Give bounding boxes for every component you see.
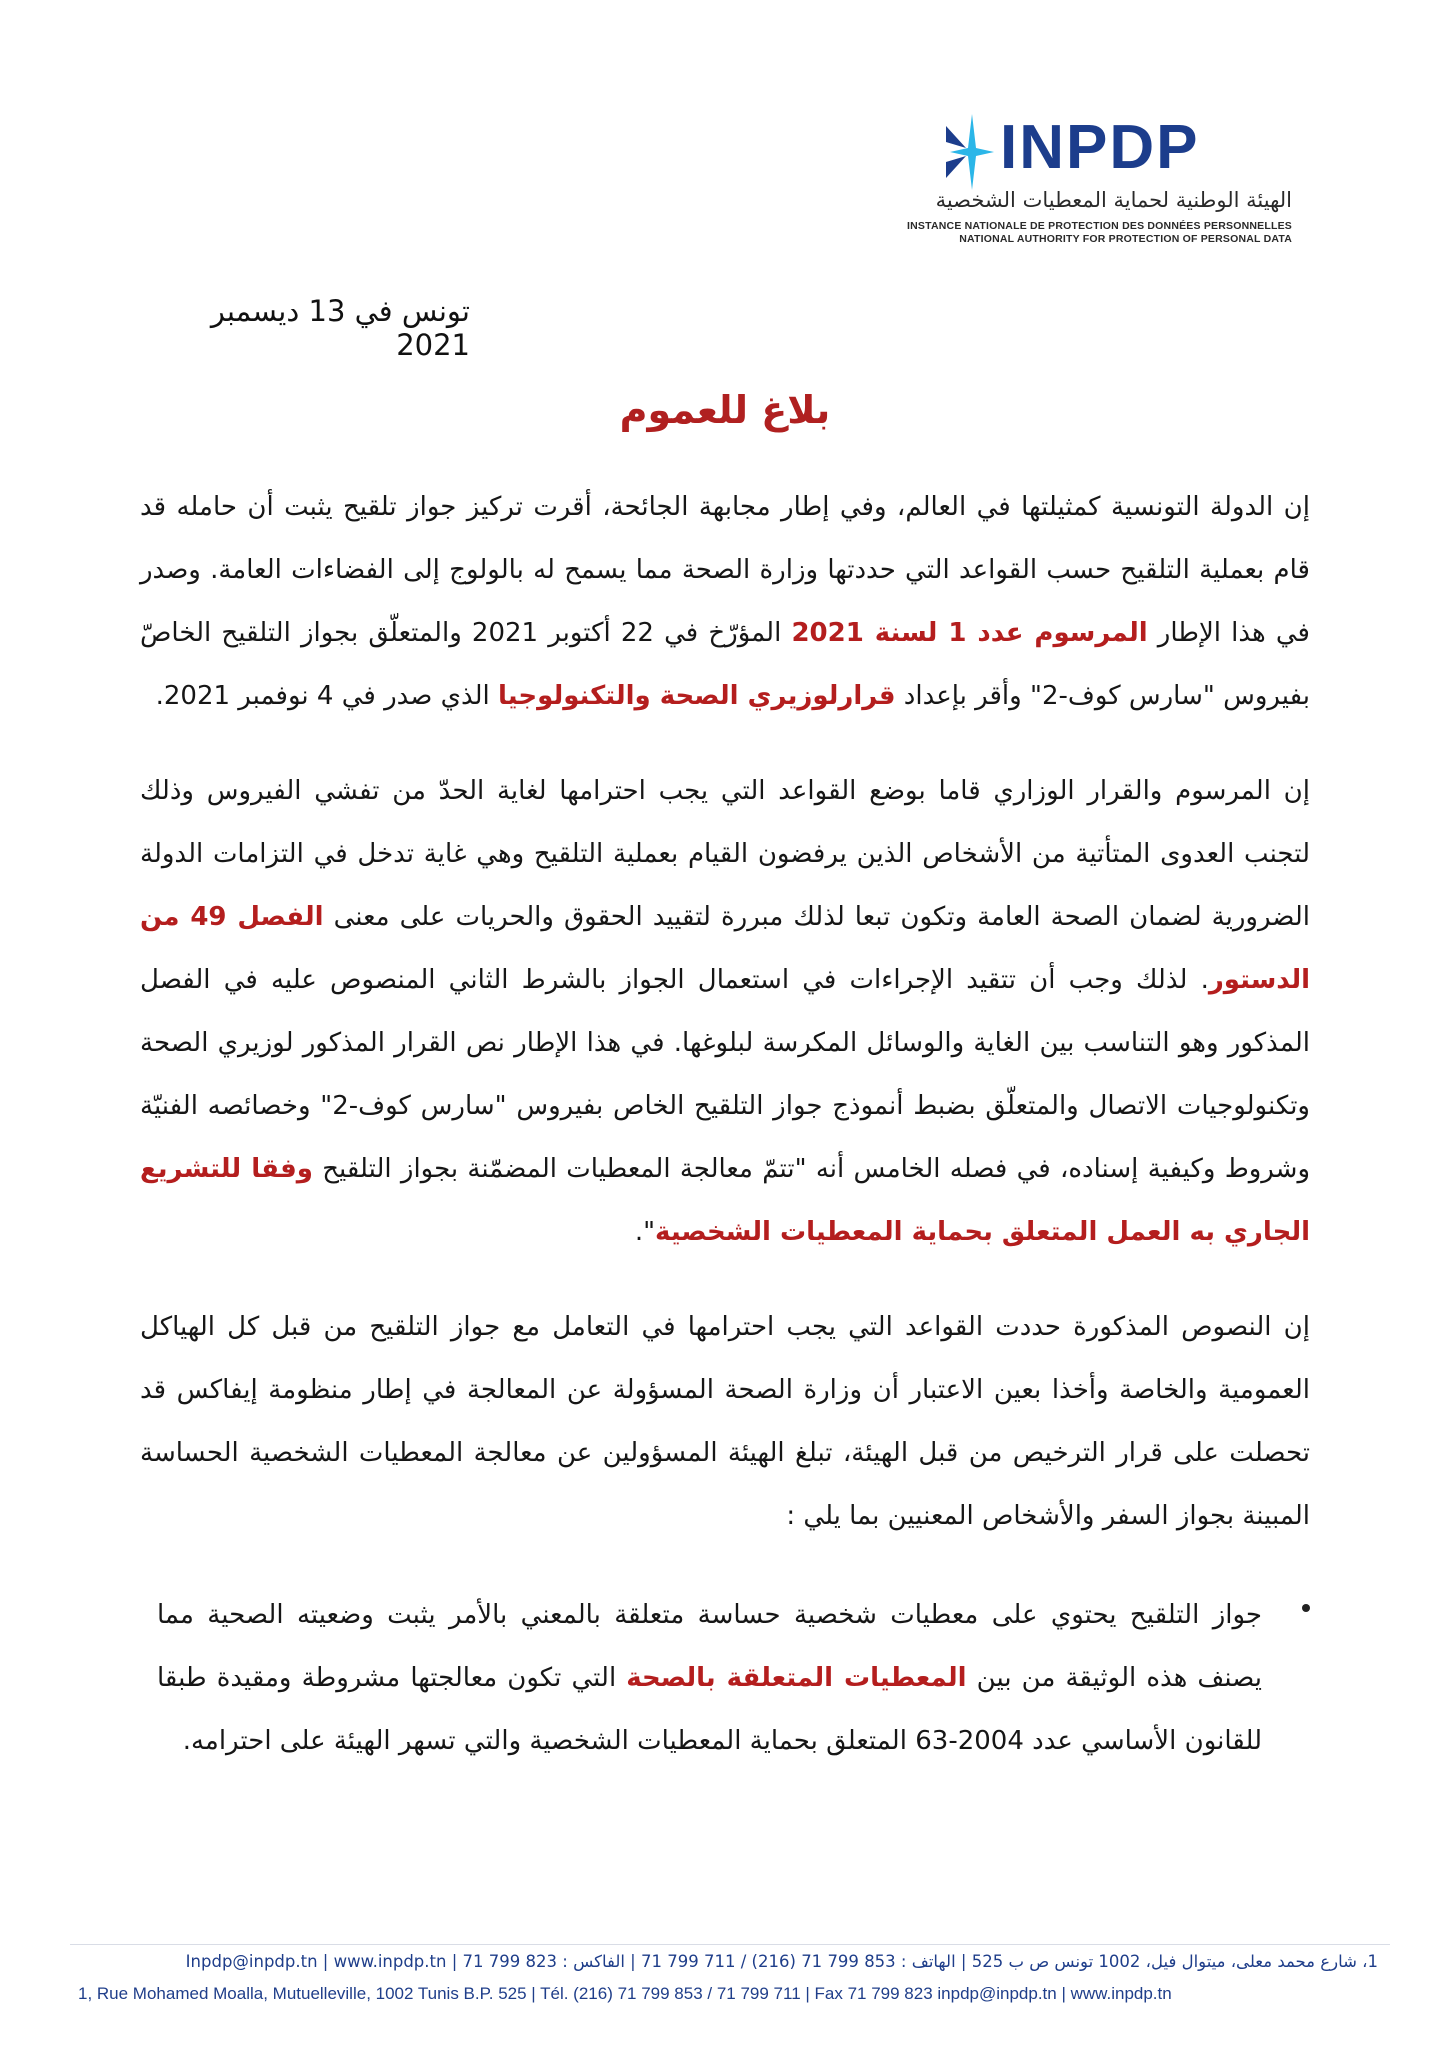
logo-french-name: INSTANCE NATIONALE DE PROTECTION DES DONNÉES PERSONNELLES [907, 220, 1292, 232]
text-run: إن النصوص المذكورة حددت القواعد التي يجب احترامها في التعامل مع جواز التلقيح من قبل كل الهياكل العمومية والخاصة وأخذا بعين الاعتبار أن وزارة الصحة المسؤولة عن المعالجة في إطار منظومة إيفاكس قد تحصلت على قرار الترخيص من قبل الهيئة، تبلغ الهيئة المسؤولين عن معالجة المعطيات الشخصية الحساسة المبينة بجواز السفر والأشخاص المعنيين بما يلي : [140, 1312, 1310, 1531]
logo-english-name: NATIONAL AUTHORITY FOR PROTECTION OF PERSONAL DATA [959, 233, 1292, 245]
highlight-decree: المرسوم عدد 1 لسنة 2021 [791, 618, 1148, 648]
paragraph-2 [140, 760, 1310, 1264]
text-run: إن الدولة التونسية كمثيلتها في العالم، وفي إطار مجابهة الجائحة، أقرت تركيز جواز تلقيح يثبت أن حامله قد قام بعملية التلقيح حسب القواعد التي حددتها وزارة الصحة مما يسمح له بالولوج إلى الفضاءات العامة. وصدر في هذا الإطار [140, 492, 1310, 648]
text-run: المؤرّخ في 22 أكتوبر 2021 والمتعلّق بجواز التلقيح الخاصّ بفيروس "سارس كوف-2" وأقر بإعداد [140, 618, 1310, 711]
bullet-icon [1302, 1604, 1310, 1612]
highlight-ministerial-order: قرارلوزيري الصحة والتكنولوجيا [498, 681, 896, 711]
document-body [140, 476, 1310, 1805]
footer-divider [70, 1944, 1390, 1945]
text-run: الذي صدر في 4 نوفمبر 2021. [155, 681, 499, 711]
highlight-constitution-article: الفصل 49 من الدستور [140, 902, 1310, 995]
highlight-data-protection-law: وفقا للتشريع الجاري به العمل المتعلق بحماية المعطيات الشخصية [140, 1154, 1310, 1247]
star-icon [942, 112, 996, 192]
text-run: ". [634, 1217, 656, 1247]
document-date: تونس في 13 ديسمبر 2021 [210, 294, 470, 362]
paragraph-3 [140, 1296, 1310, 1548]
footer-arabic-contact: 1، شارع محمد معلى، ميتوال فيل، 1002 تونس ص ب 525 | الهاتف : 853 799 71 (216) / 711 799 71 | الفاكس : 823 799 71 | Inpdp@inpdp.tn | www.inpdp.tn [185, 1952, 1378, 1971]
logo-wordmark: INPDP [1000, 113, 1200, 182]
footer-french-contact: 1, Rue Mohamed Moalla, Mutuelleville, 1002 Tunis B.P. 525 | Tél. (216) 71 799 853 / 71 799 711 | Fax 71 799 823 inpdp@inpdp.tn | www.inpdp.tn [78, 1984, 1172, 2003]
bullet-text [157, 1584, 1262, 1773]
document-title: بلاغ للعموم [619, 388, 831, 432]
text-run: جواز التلقيح يحتوي على معطيات شخصية حساسة متعلقة بالمعني بالأمر يثبت وضعيته الصحية مما يصنف هذه الوثيقة من بين [157, 1600, 1262, 1693]
paragraph-1 [140, 476, 1310, 728]
bullet-item [140, 1584, 1310, 1773]
logo-arabic-name: الهيئة الوطنية لحماية المعطيات الشخصية [935, 188, 1292, 212]
text-run: . لذلك وجب أن تتقيد الإجراءات في استعمال الجواز بالشرط الثاني المنصوص عليه في الفصل المذكور وهو التناسب بين الغاية والوسائل المكرسة لبلوغها. في هذا الإطار نص القرار المذكور لوزيري الصحة وتكنولوجيات الاتصال والمتعلّق بضبط أنموذج جواز التلقيح الخاص بفيروس "سارس كوف-2" وخصائصه الفنيّة وشروط وكيفية إسناده، في فصله الخامس أنه "تتمّ معالجة المعطيات المضمّنة بجواز التلقيح [140, 965, 1310, 1184]
text-run: إن المرسوم والقرار الوزاري قاما بوضع القواعد التي يجب احترامها لغاية الحدّ من تفشي الفيروس وذلك لتجنب العدوى المتأتية من الأشخاص الذين يرفضون القيام بعملية التلقيح وهي غاية تدخل في التزامات الدولة الضرورية لضمان الصحة العامة وتكون تبعا لذلك مبررة لتقييد الحقوق والحريات على معنى [140, 776, 1310, 932]
inpdp-logo [907, 108, 1310, 248]
highlight-health-data: المعطيات المتعلقة بالصحة [626, 1663, 967, 1693]
text-run: التي تكون معالجتها مشروطة ومقيدة طبقا للقانون الأساسي عدد 2004-63 المتعلق بحماية المعطيات الشخصية والتي تسهر الهيئة على احترامه. [157, 1663, 1262, 1756]
